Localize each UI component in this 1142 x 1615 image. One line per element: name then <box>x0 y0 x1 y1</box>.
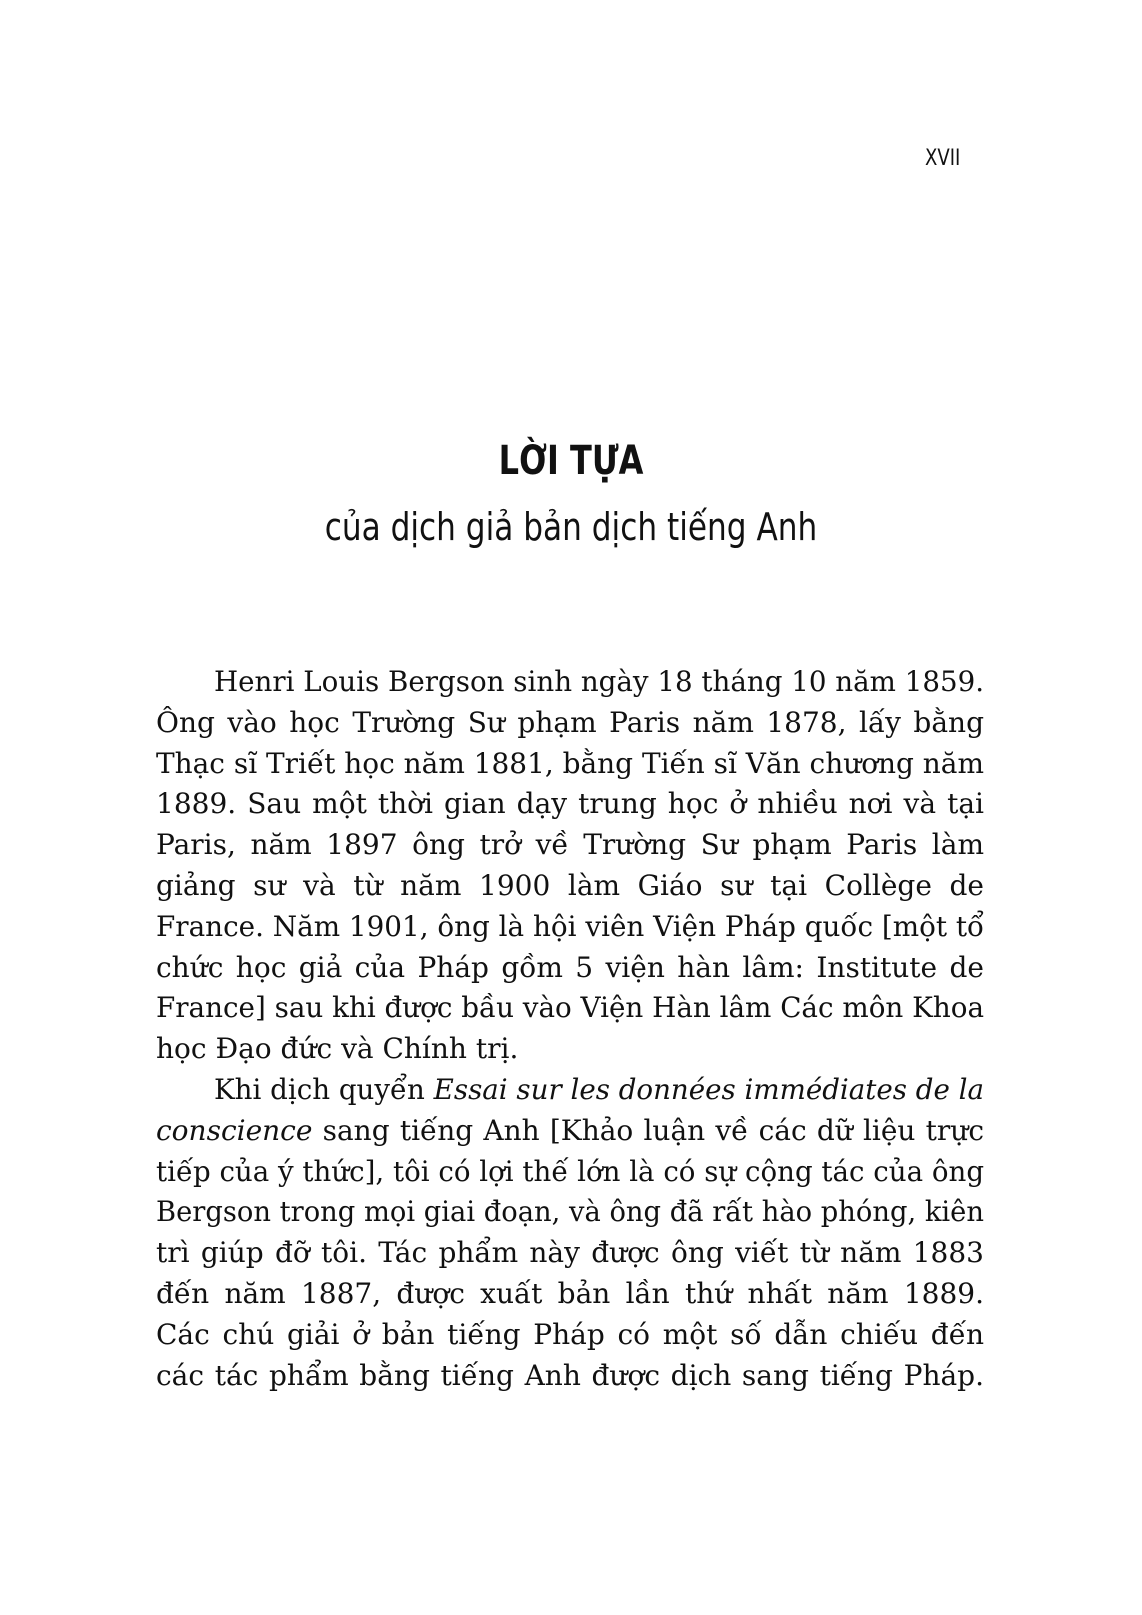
chapter-title: LỜI TỰA <box>498 438 644 484</box>
text-line: các tác phẩm bằng tiếng Anh được dịch sang tiếng Pháp. <box>156 1358 984 1392</box>
book-title-italic: Essai sur les données immédiates de la <box>433 1072 985 1106</box>
text-line: Thạc sĩ Triết học năm 1881, bằng Tiến sĩ Văn chương năm <box>156 746 984 780</box>
text-line: học Đạo đức và Chính trị. <box>156 1032 519 1066</box>
body-text <box>156 662 984 1396</box>
text-line: tiếp của ý thức], tôi có lợi thế lớn là có sự cộng tác của ông <box>156 1154 985 1188</box>
text-line: France] sau khi được bầu vào Viện Hàn lâm Các môn Khoa <box>156 991 985 1025</box>
text-line: chức học giả của Pháp gồm 5 viện hàn lâm: Institute de <box>156 950 984 984</box>
text-line: Các chú giải ở bản tiếng Pháp có một số dẫn chiếu đến <box>156 1317 984 1351</box>
text-line: trì giúp đỡ tôi. Tác phẩm này được ông viết từ năm 1883 <box>156 1236 984 1270</box>
chapter-subtitle: của dịch giả bản dịch tiếng Anh <box>324 505 818 549</box>
page-number: XVII <box>925 146 961 171</box>
text-line: Ông vào học Trường Sư phạm Paris năm 1878, lấy bằng <box>156 705 984 739</box>
book-title-italic: conscience <box>156 1113 313 1147</box>
text-line: Paris, năm 1897 ông trở về Trường Sư phạm Paris làm <box>156 828 984 862</box>
text-line: đến năm 1887, được xuất bản lần thứ nhất năm 1889. <box>156 1276 984 1310</box>
paragraph-2 <box>156 1070 984 1396</box>
text-line: France. Năm 1901, ông là hội viên Viện Pháp quốc [một tổ <box>156 909 985 943</box>
text-span: Khi dịch quyển <box>214 1072 434 1106</box>
text-line <box>156 1070 984 1111</box>
text-line: 1889. Sau một thời gian dạy trung học ở nhiều nơi và tại <box>156 787 984 821</box>
text-span: sang tiếng Anh [Khảo luận về các dữ liệu trực <box>312 1113 984 1147</box>
text-line: giảng sư và từ năm 1900 làm Giáo sư tại Collège de <box>156 868 984 902</box>
text-line: Henri Louis Bergson sinh ngày 18 tháng 10 năm 1859. <box>214 665 984 698</box>
text-line: Bergson trong mọi giai đoạn, và ông đã rất hào phóng, kiên <box>156 1195 984 1229</box>
paragraph-1 <box>156 662 984 1070</box>
text-line <box>156 1111 984 1152</box>
